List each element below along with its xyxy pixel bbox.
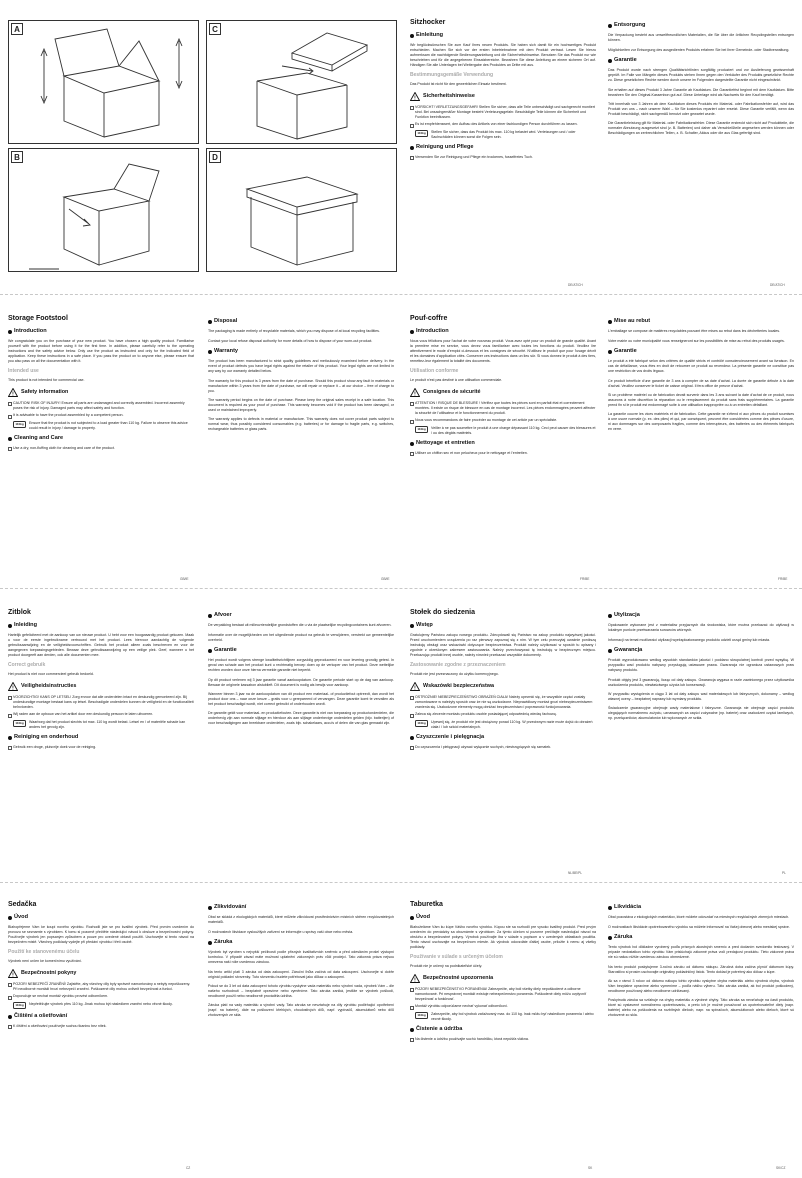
section-title: Pouf-coffre bbox=[410, 315, 448, 322]
load-warning bbox=[8, 421, 194, 431]
heading-text: Bezpečnostní pokyny bbox=[21, 969, 77, 976]
load-warning bbox=[410, 720, 596, 730]
paragraph: Blahoželáme Vám ku kúpe Vášho nového výrobku. Kúpou ste sa rozhodli pre vysoko kvalitný produkt. Pred prvým uvedením do prevádzky sa oboznámte s výrobkom. Za týmto účelom si pozorne prečítajte nasledujúci návod na obsluhu a bezpečnostné pokyny. Výrobok používajte iba v súlade s popisom a v uvedených oblastiach použitia. Tento návod uschovajte na bezpečnom mieste. Ak výrobok odovzdáte ďalšej osobe, priložte k nemu aj všetky podklady. bbox=[410, 924, 596, 949]
nl-column-left bbox=[8, 608, 194, 868]
paragraph: Produkt objęty jest 3 gwarancją, licząc od daty zakupu. Gwarancja wygasa w razie zawinionego przez użytkownika uszkodzenia produktu, niewłaściwego użycia lub konserwacji. bbox=[608, 677, 794, 687]
paragraph: Obal se skládá z ekologických materiálů, které můžete zlikvidovat prostřednictvím místních sběren recyklovatelných materiálů. bbox=[208, 915, 394, 925]
paragraph: Produkt wyprodukowano według wysokich standardów jakości i poddano skrupulatnej kontroli przed wysyłką. W przypadku wad produktu nabywcy przysługują ustawowe prawa. Gwarancja nie ogranicza ustawowych praw nabywcy produktu. bbox=[608, 658, 794, 673]
heading bbox=[208, 348, 394, 356]
bullet-icon bbox=[8, 916, 12, 920]
bullet-icon bbox=[608, 936, 612, 940]
heading-text: Warranty bbox=[214, 348, 239, 355]
warning-icon bbox=[410, 388, 420, 397]
weight-icon: 110kg bbox=[415, 720, 428, 727]
bullet-icon bbox=[8, 736, 12, 740]
heading bbox=[410, 734, 596, 742]
page-footer: PL bbox=[782, 871, 786, 875]
list-item: Nous vous recommandons de faire procéder au montage de cet article par un spécialiste. bbox=[410, 418, 596, 423]
load-warning bbox=[410, 130, 596, 140]
heading-text: Inleiding bbox=[14, 621, 37, 628]
fr-column-left bbox=[410, 314, 596, 574]
figure-b bbox=[8, 148, 199, 272]
svg-text:!: ! bbox=[414, 95, 416, 101]
heading bbox=[608, 904, 794, 912]
heading-text: Čištění a ošetřování bbox=[14, 1012, 68, 1019]
pl-column-left bbox=[410, 608, 596, 868]
heading-text: Likvidácia bbox=[614, 904, 642, 910]
bullet-icon bbox=[208, 614, 212, 618]
section-title: Zitblok bbox=[8, 609, 31, 616]
warning-icon bbox=[410, 682, 420, 691]
paragraph: Waarborg dat het product slechts tot max. 110 kg wordt belast. Letsel en / of materiële schade kan anders het gevolg zijn. bbox=[29, 719, 186, 729]
paragraph: W przypadku wystąpienia w ciągu 3 lat od daty zakupu wad materiałowych lub fabrycznych, dokonamy – według własnej oceny – bezpłatnej naprawy lub wymiany produktu. bbox=[608, 692, 794, 702]
safety-heading bbox=[8, 969, 194, 978]
paragraph: Ce produit bénéficie d'une garantie de 3 ans à compter de sa date d'achat. La durée de garantie débute à la date d'achat. Veuillez conserver le ticket de caisse original. Il fera office de preuve d'achat. bbox=[608, 378, 794, 388]
bullet-icon bbox=[410, 442, 414, 446]
section-title: Sitzhocker bbox=[410, 19, 446, 26]
heading bbox=[410, 328, 596, 336]
heading bbox=[608, 647, 794, 655]
subheading: Zastosowanie zgodne z przeznaczeniem bbox=[410, 662, 506, 669]
page-footer: DE/AT/CH bbox=[770, 283, 785, 287]
paragraph: The product has been manufactured to strict quality guidelines and meticulously examined before delivery. In the event of product defects you have legal rights against the retailer of this product. Your legal rights are not limited in any way by our warranty detailed below. bbox=[208, 359, 394, 374]
heading-text: Záruka bbox=[214, 939, 233, 946]
paragraph: Zabezpečte, aby bol výrobok zaťažovaný max. do 110 kg. Inak môžu byť následkom poranenia / alebo vecné škody. bbox=[431, 1011, 594, 1021]
de-column-left bbox=[410, 18, 596, 280]
paragraph: O možnostech likvidace vysloužilých zařízení se informujte u správy vaší obce nebo města. bbox=[208, 929, 354, 934]
safety-heading bbox=[410, 974, 596, 983]
paragraph: Nous vous félicitons pour l'achat de votre nouveau produit. Vous avez opté pour un produit de grande qualité. Avant la première mise en service, vous devez vous familiariser avec toutes les fonctions du produit. Veuillez lire attentivement le mode d'emploi ci-dessous et les consignes de sécurité. N'utilisez le produit que pour l'usage décrit et les domaines d'application cités. Conserver ces instructions dans un lieu sûr. Si vous donnez le produit à des tiers, remettez-leur également la totalité des documents. bbox=[410, 338, 596, 363]
svg-text:!: ! bbox=[414, 977, 416, 983]
heading-text: Garantie bbox=[614, 348, 637, 355]
subheading: Intended use bbox=[8, 368, 39, 375]
bullet-icon bbox=[8, 1015, 12, 1019]
heading bbox=[8, 914, 194, 922]
en-column-left bbox=[8, 314, 194, 574]
box-closed-illustration bbox=[207, 149, 396, 271]
paragraph: Ensure that the product is not subjected to a load greater than 110 kg. Failure to observe this advice could result in injury / damage to property. bbox=[29, 420, 188, 430]
sk-column-left bbox=[410, 900, 596, 1162]
heading-text: Čistenie a údržba bbox=[416, 1025, 463, 1032]
heading-text: Wskazówki bezpieczeństwa bbox=[423, 682, 494, 689]
bullet-icon bbox=[208, 649, 212, 653]
paragraph: This product is not intended for commercial use. bbox=[8, 378, 85, 383]
bullet-icon bbox=[608, 614, 612, 618]
heading bbox=[208, 647, 394, 655]
band-cz-sk bbox=[0, 882, 802, 1178]
paragraph: Pokud se do 3 let od data zakoupení tohoto výrobku vyskytne vada materiálu nebo výrobní vada, výrobek Vám – dle našeho rozhodnutí – bezplatně opravíme nebo vyměníme. Tato záruka zaniká, jestliže se výrobek poškodí, neodborně použil nebo neodborně prováděla údržba. bbox=[208, 984, 394, 998]
heading bbox=[410, 622, 596, 630]
heading bbox=[208, 939, 394, 947]
heading bbox=[8, 435, 194, 443]
heading-text: Introduction bbox=[416, 327, 449, 334]
warning-icon bbox=[8, 682, 18, 691]
paragraph: Záruka platí na vady materiálu a výrobní vady. Tato záruka se nevztahuje na díly výrobku podléhající opotřebení (např. na baterie), dále na poškození křehkých, choulostivých dílů, např. vypínačů, akumulátorů nebo dílů zhotovených ze skla. bbox=[208, 1003, 394, 1018]
load-warning bbox=[410, 1012, 596, 1022]
svg-text:!: ! bbox=[414, 685, 416, 691]
paragraph: Gratulujemy Państwu zakupu nowego produktu. Zdecydowali się Państwo na zakup produktu najwyższej jakości. Przed uruchomieniem urządzenia po raz pierwszy zapoznaj się z nim. W tym celu przeczytaj uważnie poniższą instrukcję obsługi oraz wskazówki dotyczące bezpieczeństwa. Produkt należy użytkować w sposób tu opisany i zgodnie z określonym zakresem zastosowania. Należy przechowywać tę instrukcję w bezpiecznym miejscu. Przekazując produkt innej osobie, należy również przekazać wszystkie dokumenty. bbox=[410, 632, 596, 657]
page-footer: GB/IE bbox=[180, 577, 189, 581]
box-folding-illustration bbox=[9, 149, 198, 271]
warning-icon bbox=[410, 92, 420, 101]
heading bbox=[410, 440, 596, 448]
list-item: CAUTION! RISK OF INJURY! Ensure all parts are undamaged and correctly assembled. Incorrect assembly poses the risk of injury. Damaged parts may affect safety and function. bbox=[8, 401, 194, 411]
heading-text: Gwarancja bbox=[614, 647, 643, 654]
bullet-icon bbox=[8, 437, 12, 441]
heading-text: Veiligheidsinstructies bbox=[21, 682, 77, 689]
weight-icon: 110kg bbox=[415, 426, 428, 433]
subheading: Použití ke stanovenému účelu bbox=[8, 949, 80, 956]
page-footer: SK/CZ bbox=[776, 1166, 786, 1170]
paragraph: We congratulate you on the purchase of your new product. You have chosen a high quality product. Familiarise yourself with the product before using it for the first time. In addition, please carefully refer to the operating instructions and the safety advice below. Only use the product as instructed and only for the indicated field of application. Keep these instructions in a safe place. If you pass the product on to anyone else, please ensure that you also pass on all the documentation with it. bbox=[8, 338, 194, 363]
paragraph: Na tento produkt poskytujeme 3-ročnú záruku od dátumu nákupu. Záručná doba začína plynúť dátumom kúpy. Starostlivo si prosím uschovajte originálny pokladničný lístok. Tento doklad je potrebný ako dôkaz o kúpe. bbox=[608, 964, 794, 974]
subheading: Bestimmungsgemäße Verwendung bbox=[410, 72, 494, 79]
list-item: ATTENTION ! RISQUE DE BLESSURE ! Vérifiez que toutes les pièces sont en parfait état et correctement montées. Il existe un risque de blessure en cas de montage incorrect. Les pièces endommagées peuvent affecter la sécurité de l'utilisateur et le fonctionnement du produit. bbox=[410, 401, 596, 416]
warning-icon bbox=[410, 974, 420, 983]
bullet-icon bbox=[8, 330, 12, 334]
bullet-icon bbox=[410, 1028, 414, 1032]
heading-text: Introduction bbox=[14, 327, 47, 334]
page-footer: FR/BE bbox=[580, 577, 590, 581]
heading-text: Zlikvidování bbox=[214, 904, 247, 910]
list-item: Montáž výrobku odporúčame nechať vykonať odborníkovi. bbox=[410, 1004, 596, 1009]
figure-c bbox=[206, 20, 397, 144]
band-de bbox=[0, 0, 802, 294]
weight-icon: 110kg bbox=[13, 1002, 26, 1009]
heading bbox=[8, 734, 194, 742]
paragraph: Upewnij się, że produkt nie jest obciążony ponad 110 kg. W przeciwnym razie może dojść do obrażeń ciała i / lub szkód materialnych. bbox=[431, 719, 593, 729]
heading bbox=[208, 904, 394, 912]
bullet-icon bbox=[608, 24, 612, 28]
heading-text: Entsorgung bbox=[614, 22, 646, 28]
paragraph: Świadczenie gwarancyjne obejmuje wady materiałowe i fabryczne. Gwarancja nie obejmuje części produktu ulegających normalnemu zużyciu, uznawanych za części zużywalne (np. baterie) oraz uszkodzeń części łamliwych, np. przełączników, akumulatorów lub wykonanych ze szkła. bbox=[608, 706, 794, 721]
paragraph: Wanneer binnen 3 jaar na de aankoopdatum van dit product een materiaal- of productiefout optreedt, dan wordt het product door ons – naar onze keuze – gratis voor u gerepareerd of vervangen. Deze garantie komt te vervallen als het product beschadigd wordt, niet correct gebruikt of onderhouden wordt. bbox=[208, 692, 394, 706]
page-footer: GB/IE bbox=[381, 577, 390, 581]
paragraph: Tritt innerhalb von 3 Jahren ab dem Kaufdatum dieses Produkts ein Material- oder Fabrikationsfehler auf, wird das Produkt von uns – nach unserer Wahl – für Sie kostenlos repariert oder ersetzt. Diese Garantie verfällt, wenn das Produkt beschädigt, nicht sachgemäß benutzt oder gewartet wurde. bbox=[608, 102, 794, 116]
safety-heading bbox=[410, 388, 596, 397]
figure-label: D bbox=[209, 151, 221, 163]
list-item: OSTROŻNIE! NIEBEZPIECZEŃSTWO OBRAŻEŃ CIAŁA! Należy upewnić się, że wszystkie części zostały zamontowane w należyty sposób oraz że nie są uszkodzone. Nieprawidłowy montaż grozi niebezpieczeństwem zranienia się. Uszkodzone elementy mogą obniżać bezpieczeństwo i poprawność funkcjonowania. bbox=[410, 695, 596, 710]
paragraph: Sie erhalten auf dieses Produkt 3 Jahre Garantie ab Kaufdatum. Die Garantiefrist beginnt mit dem Kaufdatum. Bitte bewahren Sie den Original-Kassenbon gut auf. Diese Unterlage wird als Nachweis für den Kauf benötigt. bbox=[608, 87, 794, 97]
paragraph: The warranty period begins on the date of purchase. Please keep the original sales receipt in a safe location. This document is required as your proof of purchase. This warranty becomes void if the product has been damaged, or used or maintained improperly. bbox=[208, 398, 394, 412]
paragraph: Le produit n'est pas destiné à une utilisation commerciale. bbox=[410, 378, 503, 383]
paragraph: Op dit product verlenen wij 3 jaar garantie vanaf aankoopdatum. De garantie periode start op de dag van aankoop. Bewaar de originele kassabon alstublieft. Dit document is nodig als bewijs voor aankoop. bbox=[208, 677, 394, 687]
list-item: Zaleca się zlecenie montażu produktu osobie posiadającej odpowiednią wiedzę fachową. bbox=[410, 712, 596, 717]
heading bbox=[608, 612, 794, 620]
bullet-icon bbox=[208, 906, 212, 910]
heading-text: Reinigung und Pflege bbox=[416, 143, 474, 150]
svg-text:!: ! bbox=[12, 685, 14, 691]
paragraph: Nepřetěžujte výrobek přes 110 kg. Jinak mohou být následkem zranění nebo věcné škody. bbox=[29, 1001, 173, 1006]
svg-text:!: ! bbox=[12, 972, 14, 979]
heading-text: Záruka bbox=[614, 934, 633, 941]
paragraph: The warranty applies to defects in material or manufacture. This warranty does not cover product parts subject to normal wear, thus possibly considered consumables (e.g. batteries) or for damage to fragile parts, e.g. switches, rechargeable batteries or glass parts. bbox=[208, 417, 394, 432]
heading-text: Utylizacja bbox=[614, 612, 640, 618]
paragraph: Informatie over de mogelijkheden om het uitgediende product na gebruik te verwijderen, verstrekt uw gemeentelijke overheid. bbox=[208, 632, 394, 642]
weight-icon: 110kg bbox=[13, 421, 26, 428]
paragraph: Stellen Sie sicher, dass das Produkt bis max. 110 kg belastet wird. Verletzungen und / oder Sachschäden können sonst die Folgen sein. bbox=[431, 129, 576, 139]
figure-a bbox=[8, 20, 199, 144]
de-column-right bbox=[608, 18, 794, 280]
paragraph: La garantie couvre les vices matériels et de fabrication. Cette garantie ne s'étend ni aux pièces du produit soumises à une usure normale (p. ex. des piles) et qui, par conséquent, peuvent être considérées comme des pièces d'usure, ni aux dommages sur des composants fragiles, comme des interrupteurs, des batteries ou des éléments fabriqués en verre. bbox=[608, 412, 794, 432]
heading bbox=[608, 934, 794, 942]
weight-icon: 110kg bbox=[415, 130, 428, 137]
paragraph: Veiller à ne pas soumettre le produit à une charge dépassant 110 kg. Ceci peut causer des blessures et / ou des dégâts matériels. bbox=[431, 425, 596, 435]
subheading: Correct gebruik bbox=[8, 662, 46, 669]
heading-text: Garantie bbox=[614, 57, 637, 64]
heading-text: Garantie bbox=[214, 647, 237, 654]
bullet-icon bbox=[8, 624, 12, 628]
heading-text: Sicherheitshinweise bbox=[423, 92, 475, 99]
page-footer: FR/BE bbox=[778, 577, 788, 581]
heading-text: Afvoer bbox=[214, 612, 232, 618]
paragraph: Votre mairie ou votre municipalité vous renseigneront sur les possibilités de mise au rebut des produits usagés. bbox=[608, 338, 785, 343]
paragraph: Informacji na temat możliwości utylizacji wyeksploatowanego produktu udzieli urząd gminy lub miasta. bbox=[608, 637, 770, 642]
section-title: Sedačka bbox=[8, 901, 37, 908]
paragraph: Opakowanie wykonane jest z materiałów przyjaznych dla środowiska, które można przekazać do utylizacji w lokalnym punkcie przetwarzania surowców wtórnych. bbox=[608, 623, 794, 633]
heading-text: Safety information bbox=[21, 388, 69, 395]
safety-heading bbox=[410, 682, 596, 691]
paragraph: Het product is niet voor commercieel gebruik bedoeld. bbox=[8, 672, 94, 677]
heading-text: Reiniging en onderhoud bbox=[14, 733, 79, 740]
paragraph: Die Garantieleistung gilt für Material- oder Fabrikationsfehler. Diese Garantie erstreckt sich nicht auf Produktteile, die normaler Abnutzung ausgesetzt sind (z. B. Batterien) und daher als Verschleißteile angesehen werden können oder Beschädigungen an zerbrechlichen Teilen, z. B. Schalter, Akkus oder die aus Glas gefertigt sind. bbox=[608, 121, 794, 136]
list-item: It is advisable to have the product assembled by a competent person. bbox=[8, 413, 194, 418]
section-title: Storage Footstool bbox=[8, 315, 68, 322]
paragraph: Obal pozostáva z ekologických materiálov, ktoré môžete odovzdať na miestnych recyklačných zberných miestach. bbox=[608, 915, 790, 920]
warning-icon bbox=[8, 969, 18, 978]
paragraph: Das Produkt wurde nach strengen Qualitätsrichtlinien sorgfältig produziert und vor Auslieferung gewissenhaft geprüft. Im Falle von Mängeln dieses Produkts stehen Ihnen gegen den Verkäufer des Produkts gesetzliche Rechte zu. Diese gesetzlichen Rechte werden durch unsere im Folgenden dargestellte Garantie nicht eingeschränkt. bbox=[608, 68, 794, 83]
list-item: Wij raden aan de opbouw van het artikel door een deskundig persoon te laten uitvoeren. bbox=[8, 712, 194, 717]
bullet-icon bbox=[410, 146, 414, 150]
paragraph: Na tento artikl platí 3 záruka od data zakoupení. Záruční lhůta začíná od data zakoupení. Uschovejte si dobře originál pokladní stvrzenky. Tuto stvrzenku budete potřebovat jako důkaz o zakoupení. bbox=[208, 969, 394, 979]
heading bbox=[608, 22, 794, 30]
paragraph: Blahopřejeme Vám ke koupi nového výrobku. Rozhodli jste se pro kvalitní výrobek. Před prvním uvedením do provozu se seznamte s výrobkem. K tomu si pozorně přečtěte následující návod k obsluze a bezpečnostní pokyny. Používejte výrobek jen popsaným způsobem a pouze pro uvedené oblasti použití. Uschovejte si tento návod na bezpečném místě. Všechny podklady vydejte při předání výrobku i třetí osobě. bbox=[8, 924, 194, 944]
bullet-icon bbox=[208, 350, 212, 354]
list-item: POZOR! NEBEZPEČÍ ZRANĚNÍ! Zajistěte, aby všechny díly byly správně namontovány a nebyly nepoškozeny. Při neodborné montáži hrozí nebezpečí zranění. Poškozené díly mohou ovlivnit bezpečnost a funkci. bbox=[8, 982, 194, 992]
list-item: VORSICHT! VERLETZUNGSGEFAHR! Stellen Sie sicher, dass alle Teile unbeschädigt und sachgerecht montiert sind. Bei unsachgemäßer Montage besteht Verletzungsgefahr. Beschädigte Teile können die Sicherheit und Funktion beeinflussen. bbox=[410, 105, 596, 120]
heading-text: Bezpečnostné upozornenia bbox=[423, 974, 494, 981]
paragraph: Produkt nie je určený na podnikateľské účely. bbox=[410, 964, 483, 969]
nl-column-right bbox=[208, 608, 394, 868]
list-item: Gebruik een droge, pluisvrije doek voor de reiniging. bbox=[8, 745, 194, 750]
figure-label: C bbox=[209, 23, 221, 35]
paragraph: Výrobek není určen ke komerčnímu využívání. bbox=[8, 959, 82, 964]
heading bbox=[608, 348, 794, 356]
list-item: Use a dry, non-fluffing cloth for cleaning and care of the product. bbox=[8, 446, 194, 451]
section-title: Stołek do siedzenia bbox=[410, 609, 475, 616]
band-nl-pl bbox=[0, 588, 802, 882]
subheading: Utilisation conforme bbox=[410, 368, 459, 375]
list-item: K čištění a ošetřování používejte suchou tkaninu bez nitek. bbox=[8, 1024, 194, 1029]
heading-text: Nettoyage et entretien bbox=[416, 439, 475, 446]
paragraph: The warranty for this product is 3 years from the date of purchase. Should this product show any fault in materials or manufacture within 3 years from the date of purchase, we will repair or replace it – at our choice – free of charge to you. bbox=[208, 378, 394, 393]
cz-column-right bbox=[208, 900, 394, 1162]
heading bbox=[410, 914, 596, 922]
heading-text: Consignes de sécurité bbox=[423, 388, 481, 395]
paragraph: O možnostiach likvidácie opotrebovaného výrobku sa môžete informovať na Vašej obecnej alebo mestskej správe. bbox=[608, 924, 790, 929]
safety-heading bbox=[8, 388, 194, 397]
box-lid-lifted-illustration bbox=[207, 21, 396, 143]
heading-text: Cleaning and Care bbox=[14, 434, 64, 441]
paragraph: De verpakking bestaat uit milieuvriendelijke grondstoffen die u via de plaatselijke recyclingcontainers kunt afvoeren. bbox=[208, 623, 392, 628]
paragraph: Le produit a été fabriqué selon des critères de qualité stricts et contrôlé consciencieusement avant sa livraison. En cas de défaillance, vous êtes en droit de retourner ce produit au revendeur. La présente garantie ne constitue pas une restriction de vos droits légaux. bbox=[608, 359, 794, 374]
list-item: POZOR! NEBEZPEČENSTVO PORANENIA! Zabezpečte, aby boli všetky diely nepoškodené a odborne namontované. Pri nesprávnej montáži existuje nebezpečenstvo poranenia. Poškodené diely môžu ovplyvniť bezpečnosť a funkčnosť. bbox=[410, 987, 596, 1002]
heading bbox=[608, 57, 794, 65]
bullet-icon bbox=[410, 330, 414, 334]
band-en-fr bbox=[0, 294, 802, 588]
subheading: Používanie v súlade s určeným účelom bbox=[410, 954, 503, 961]
page-footer: DE/AT/CH bbox=[568, 283, 583, 287]
heading-text: Mise au rebut bbox=[614, 318, 651, 324]
svg-text:!: ! bbox=[414, 391, 416, 397]
paragraph: Die Verpackung besteht aus umweltfreundlichen Materialien, die Sie über die örtlichen Recyclingstellen entsorgen können. bbox=[608, 33, 794, 43]
paragraph: Poskytnutá záruka sa vzťahuje na chyby materiálu a výrobné chyby. Táto záruka sa nevzťahuje na časti produktu, ktoré sú vystavené normálnemu opotrebovaniu, a preto ich je možné považovať za opotrebovateľné diely (napr. batérie) alebo na poškodenia na rozbitných dieloch, napr. na spínačoch, akumulátoroch alebo dieloch, ktoré sú zhotovené zo skla. bbox=[608, 998, 794, 1018]
bullet-icon bbox=[410, 916, 414, 920]
safety-heading bbox=[410, 92, 596, 101]
heading bbox=[8, 1013, 194, 1021]
paragraph: Produkt nie jest przeznaczony do użytku komercyjnego. bbox=[410, 672, 499, 677]
list-item: Utiliser un chiffon sec et non pelucheux pour le nettoyage et l'entretien. bbox=[410, 451, 596, 456]
paragraph: The packaging is made entirely of recyclable materials, which you may dispose of at local recycling facilities. bbox=[208, 329, 380, 334]
figure-d bbox=[206, 148, 397, 272]
paragraph: De garantie geldt voor materiaal- en productiefouten. Deze garantie is niet van toepassing op productonderdelen, die onderhevig zijn aan normale slijtage en hierdoor als aan slijtage onderhevige onderdelen gelden (bijv. batterijen) of voor beschadigingen aan breekbare onderdelen, zoals bijv. schakelaars, accu's of delen die van glas gemaakt zijn. bbox=[208, 711, 394, 726]
warning-icon bbox=[8, 388, 18, 397]
bullet-icon bbox=[608, 320, 612, 324]
heading-text: Úvod bbox=[416, 913, 430, 920]
bullet-icon bbox=[410, 736, 414, 740]
heading bbox=[608, 318, 794, 326]
en-column-right bbox=[208, 314, 394, 574]
bullet-icon bbox=[608, 649, 612, 653]
bullet-icon bbox=[608, 59, 612, 63]
svg-text:!: ! bbox=[12, 391, 14, 397]
load-warning bbox=[8, 720, 194, 730]
list-item: VOORZICHTIG! KANS OP LETSEL! Zorg ervoor dat alle onderdelen intact en deskundig gemonteerd zijn. Bij ondeskundige montage bestaat kans op letsel. Beschadigde onderdelen kunnen de veiligheid en de functionaliteit beïnvloeden. bbox=[8, 695, 194, 710]
box-open-lid-illustration bbox=[9, 21, 198, 143]
safety-heading bbox=[8, 682, 194, 691]
heading bbox=[8, 328, 194, 336]
bullet-icon bbox=[208, 941, 212, 945]
list-item: Doporučuje se nechat montáž výrobku provést odborníkem. bbox=[8, 994, 194, 999]
cz-column-left bbox=[8, 900, 194, 1162]
paragraph: Ak sa v rámci 3 rokov od dátumu nákupu tohto výrobku vyskytne chyba materiálu alebo výrobná chyba, výrobok Vám bezplatne opravíme alebo vymeníme – podľa nášho výberu. Táto záruka zaniká, ak bol produkt poškodený, neodborne používaný alebo neodborne udržiavaný. bbox=[608, 979, 794, 994]
bullet-icon bbox=[410, 34, 414, 38]
bullet-icon bbox=[410, 624, 414, 628]
paragraph: Möglichkeiten zur Entsorgung des ausgedienten Produkts erfahren Sie bei Ihrer Gemeinde- oder Stadtverwaltung. bbox=[608, 47, 790, 52]
paragraph: Wir beglückwünschen Sie zum Kauf Ihres neuen Produkts. Sie haben sich damit für ein hochwertiges Produkt entschieden. Machen Sie sich vor der ersten Inbetriebnahme mit dem Produkt vertraut. Lesen Sie hierzu aufmerksam die nachfolgende Bedienungsanleitung und die Sicherheitshinweise. Benutzen Sie das Produkt nur wie beschrieben und für die angegebenen Einsatzbereiche. Bewahren Sie diese Anleitung an einem sicheren Ort auf. Händigen Sie alle Unterlagen bei Weitergabe des Produktes an Dritte mit aus. bbox=[410, 42, 596, 67]
paragraph: L'emballage se compose de matières recyclables pouvant être mises au rebut dans les déchetteries locales. bbox=[608, 329, 781, 334]
fr-column-right bbox=[608, 314, 794, 574]
weight-icon: 110kg bbox=[13, 720, 26, 727]
list-item: Verwenden Sie zur Reinigung und Pflege ein trockenes, fusselfreies Tuch. bbox=[410, 155, 596, 160]
paragraph: Contact your local refuse disposal authority for more details of how to dispose of your worn-out product. bbox=[208, 338, 373, 343]
heading-text: Einleitung bbox=[416, 31, 444, 38]
heading bbox=[8, 622, 194, 630]
figure-label: B bbox=[11, 151, 23, 163]
paragraph: Výrobek byl vyroben s nejvyšší pečlivostí podle přísných kvalitativních směrnic a před odesláním prošel výstupní kontrolou. V případě závad máte možnost uplatnění zákonných práv vůči prodejci. Tato zákonná práva nejsou omezena naší níže uvedenou zárukou. bbox=[208, 950, 394, 965]
page-footer: NL/BE/PL bbox=[568, 871, 582, 875]
bullet-icon bbox=[608, 906, 612, 910]
paragraph: Si un problème matériel ou de fabrication devait survenir dans les 3 ans suivant la date d'achat de ce produit, nous assurons à notre discrétion la réparation ou le remplacement du produit sans frais supplémentaires. La garantie prend fin si le produit est endommagé suite à une utilisation inappropriée ou à un entretien défaillant. bbox=[608, 393, 794, 408]
bullet-icon bbox=[208, 320, 212, 324]
pl-column-right bbox=[608, 608, 794, 868]
load-warning bbox=[8, 1002, 194, 1009]
heading-text: Czyszczenie i pielęgnacja bbox=[416, 733, 485, 740]
heading bbox=[410, 144, 596, 152]
paragraph: Tento výrobok bol dôkladne vyrobený podľa prísnych akostných smerníc a pred dodaním svedomito testovaný. V prípade nedostatkov tohto výrobku Vám prislúchajú zákonné práva voči predajcovi produktu. Tieto zákonné práva nie sú našou nižšie uvedenou zárukou obmedzené. bbox=[608, 945, 794, 960]
list-item: Es ist empfehlenswert, den Aufbau des Artikels von einer fachkundigen Person durchführen zu lassen. bbox=[410, 122, 596, 127]
heading-text: Úvod bbox=[14, 913, 28, 920]
heading-text: Wstęp bbox=[416, 621, 433, 628]
heading bbox=[208, 612, 394, 620]
heading bbox=[410, 1026, 596, 1034]
heading bbox=[208, 318, 394, 326]
list-item: Na čistenie a údržbu používajte suchú handričku, ktorá nepúšťa vlákna. bbox=[410, 1037, 596, 1042]
sk-column-right bbox=[608, 900, 794, 1162]
list-item: Do czyszczenia i pielęgnacji używać wyłącznie suchych, niestrzępiących się szmatek. bbox=[410, 745, 596, 750]
weight-icon: 110kg bbox=[415, 1012, 428, 1019]
heading-text: Disposal bbox=[214, 318, 238, 324]
page-footer: CZ bbox=[186, 1166, 191, 1170]
paragraph: Das Produkt ist nicht für den gewerblichen Einsatz bestimmt. bbox=[410, 82, 507, 87]
paragraph: Het product wordt volgens strenge kwaliteitsrichtlijnen zorgvuldig geproduceerd en voor levering grondig getest. In geval van schade aan het product kunt u rechtmatig beroep doen op de verkoper van het product. Deze wettelijke rechten worden door onze hierna vermelde garantie niet beperkt. bbox=[208, 658, 394, 673]
figure-label: A bbox=[11, 23, 23, 35]
section-title: Taburetka bbox=[410, 901, 443, 908]
load-warning bbox=[410, 426, 596, 436]
bullet-icon bbox=[608, 350, 612, 354]
heading bbox=[410, 32, 596, 40]
paragraph: Hartelijk gefeliciteerd met de aankoop van uw nieuwe product. U hebt voor een hoogwaardig product gekozen. Maak u voor de eerste ingebruikname vertrouwd met het product. Lees hiervoor aandachtig de volgende gebruiksaanwijzing en de veiligheidsvoorschriften. Gebruik het product alleen zoals beschreven en voor de aangegeven toepassingsgebieden. Bewaar deze gebruiksaanwijzing op een veilige plek. Geef, wanneer u het product doorgeeft aan derden, ook alle documenten mee. bbox=[8, 632, 194, 657]
page-footer: SK bbox=[588, 1166, 593, 1170]
